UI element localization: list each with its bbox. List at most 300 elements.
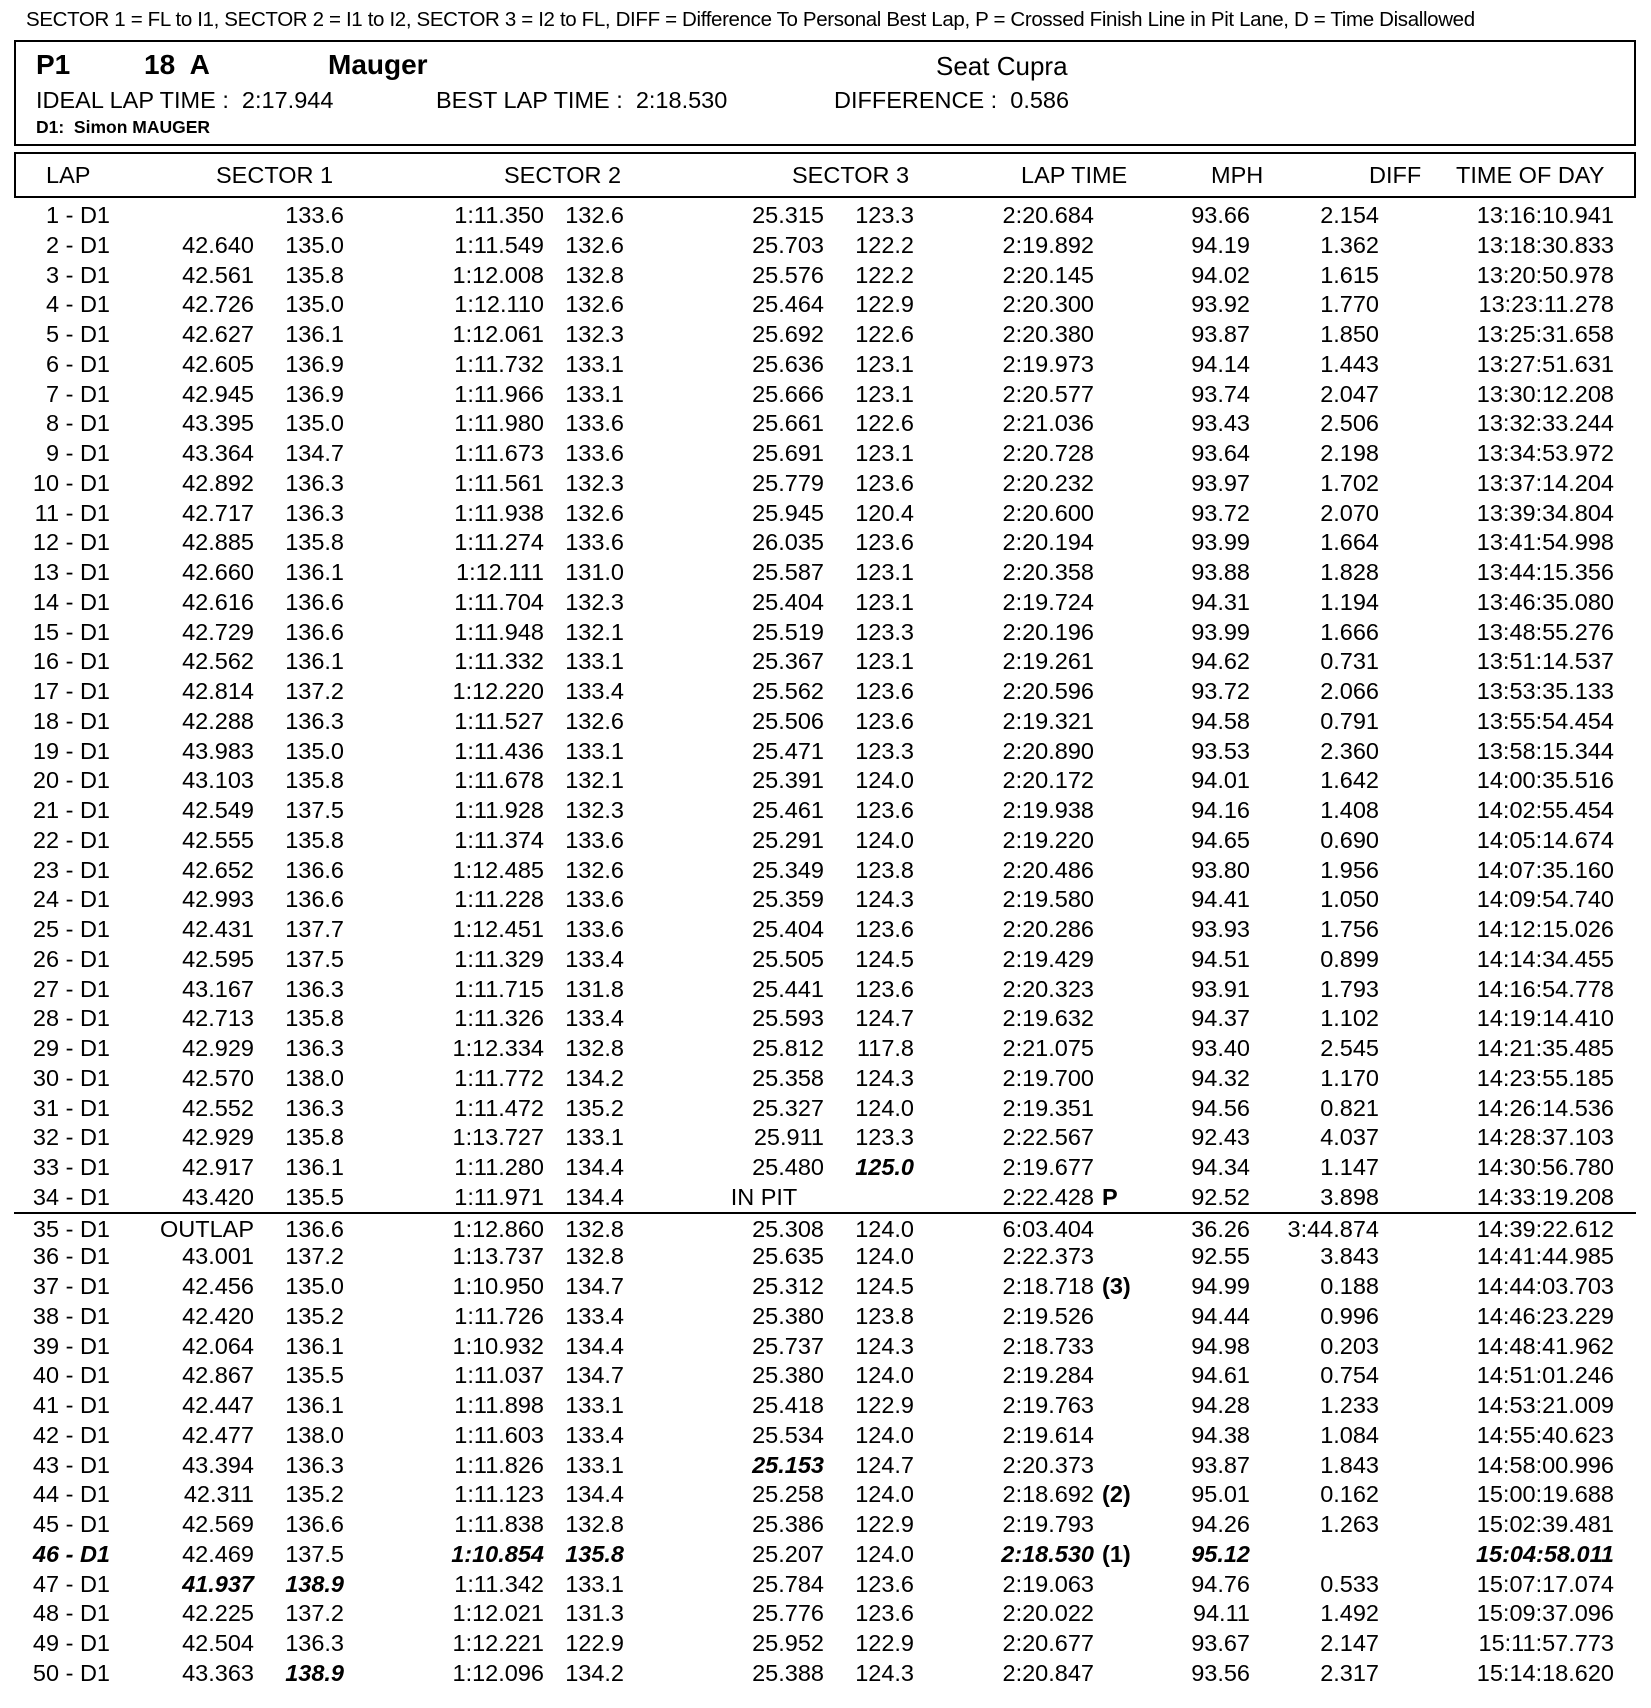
sector1-speed-cell: 135.0 <box>285 737 344 764</box>
sector2-speed-cell: 134.4 <box>565 1183 624 1210</box>
diff-cell: 0.188 <box>1320 1273 1379 1299</box>
mph-cell: 94.11 <box>1192 1600 1250 1627</box>
lap-cell: 14 - D1 <box>32 588 110 615</box>
sector1-speed-cell: 136.9 <box>285 350 344 377</box>
time-of-day-cell: 13:39:34.804 <box>1476 499 1614 526</box>
sector1-time-cell: 42.549 <box>182 797 254 823</box>
lap-time-cell: 6:03.404 <box>1002 1215 1094 1242</box>
sector1-time-cell: 42.726 <box>182 291 254 318</box>
sector2-speed-cell: 135.2 <box>565 1094 624 1121</box>
lap-row <box>14 1628 1636 1658</box>
car-number: 18 A <box>144 49 210 80</box>
lap-note-cell: (1) <box>1102 1540 1131 1567</box>
sector3-speed-cell: 124.3 <box>855 1332 914 1359</box>
lap-row <box>14 884 1636 914</box>
sector1-speed-cell: 135.5 <box>285 1183 344 1210</box>
sector2-speed-cell: 132.3 <box>565 797 624 823</box>
diff-cell: 1.615 <box>1320 261 1379 288</box>
lap-row <box>14 765 1636 795</box>
sector3-speed-cell: 123.1 <box>855 350 914 377</box>
lap-row <box>14 646 1636 676</box>
time-of-day-cell: 14:21:35.485 <box>1476 1035 1614 1061</box>
sector2-speed-cell: 132.6 <box>565 202 624 228</box>
sector1-speed-cell: 135.8 <box>285 826 344 853</box>
lap-cell: 49 - D1 <box>32 1630 110 1656</box>
sector1-speed-cell: 136.3 <box>285 1035 344 1061</box>
sector2-speed-cell: 133.6 <box>565 440 624 466</box>
mph-cell: 94.26 <box>1191 1511 1250 1537</box>
sector3-speed-cell: 123.8 <box>855 1302 914 1329</box>
lap-cell: 38 - D1 <box>32 1302 110 1329</box>
lap-cell: 16 - D1 <box>32 648 110 675</box>
lap-cell: 41 - D1 <box>32 1392 110 1418</box>
mph-cell: 95.12 <box>1191 1540 1250 1567</box>
car-model: Seat Cupra <box>936 51 1068 81</box>
sector3-time-cell: 26.035 <box>752 529 824 556</box>
mph-cell: 94.19 <box>1191 231 1250 258</box>
sector1-time-cell: 43.394 <box>182 1451 254 1478</box>
sector1-speed-cell: 136.3 <box>285 707 344 734</box>
diff-cell: 1.664 <box>1320 529 1379 556</box>
lap-cell: 8 - D1 <box>46 410 110 437</box>
sector2-time-cell: 1:11.561 <box>454 469 544 496</box>
mph-cell: 93.72 <box>1191 499 1250 526</box>
time-of-day-cell: 14:00:35.516 <box>1476 767 1614 794</box>
sector1-speed-cell: 135.8 <box>285 1124 344 1151</box>
lap-time-cell: 2:22.373 <box>1002 1243 1094 1270</box>
mph-cell: 94.65 <box>1191 826 1250 853</box>
sector1-time-cell: 42.504 <box>182 1630 254 1656</box>
sector2-speed-cell: 134.4 <box>565 1332 624 1359</box>
col-diff: DIFF <box>1369 162 1422 188</box>
diff-cell: 1.756 <box>1320 916 1379 942</box>
mph-cell: 94.41 <box>1191 886 1250 913</box>
sector1-speed-cell: 138.0 <box>285 1421 344 1448</box>
lap-row <box>14 1479 1636 1509</box>
driver-line: D1: Simon MAUGER <box>36 117 211 137</box>
mph-cell: 92.52 <box>1191 1183 1250 1210</box>
sector1-time-cell: 42.311 <box>183 1481 254 1508</box>
sector2-speed-cell: 131.8 <box>565 975 624 1002</box>
time-of-day-cell: 14:05:14.674 <box>1476 826 1614 853</box>
sector1-time-cell: 42.552 <box>182 1094 254 1121</box>
lap-row <box>14 1212 1636 1244</box>
sector3-time-cell: 25.327 <box>752 1094 824 1121</box>
sector3-speed-cell: 123.6 <box>855 469 914 496</box>
sector1-time-cell: OUTLAP <box>159 1215 254 1242</box>
sector2-speed-cell: 133.1 <box>565 350 624 377</box>
diff-cell: 2.545 <box>1320 1035 1379 1061</box>
time-of-day-cell: 15:11:57.773 <box>1478 1630 1614 1656</box>
time-of-day-cell: 14:44:03.703 <box>1476 1273 1614 1299</box>
sector1-speed-cell: 137.2 <box>285 1600 344 1627</box>
time-of-day-cell: 13:32:33.244 <box>1476 410 1614 437</box>
sector3-time-cell: 25.308 <box>752 1215 824 1242</box>
time-of-day-cell: 13:46:35.080 <box>1476 588 1614 615</box>
sector1-speed-cell: 135.8 <box>285 529 344 556</box>
lap-row <box>14 349 1636 379</box>
time-of-day-cell: 14:07:35.160 <box>1476 856 1614 883</box>
lap-cell: 3 - D1 <box>46 261 110 288</box>
time-of-day-cell: 14:23:55.185 <box>1476 1064 1614 1091</box>
sector2-time-cell: 1:10.932 <box>452 1332 544 1359</box>
sector1-speed-cell: 138.9 <box>285 1659 344 1686</box>
mph-cell: 93.56 <box>1191 1659 1250 1686</box>
time-of-day-cell: 13:30:12.208 <box>1476 380 1614 407</box>
diff-cell: 0.533 <box>1320 1570 1379 1597</box>
time-of-day-cell: 14:46:23.229 <box>1476 1302 1614 1329</box>
sector1-speed-cell: 136.1 <box>285 321 344 347</box>
lap-cell: 19 - D1 <box>32 737 110 764</box>
lap-cell: 18 - D1 <box>32 707 110 734</box>
lap-row <box>14 706 1636 736</box>
mph-cell: 93.66 <box>1191 202 1250 228</box>
sector2-time-cell: 1:11.374 <box>454 826 544 853</box>
lap-row <box>14 1063 1636 1093</box>
sector2-time-cell: 1:10.950 <box>452 1273 544 1299</box>
mph-cell: 93.87 <box>1191 1451 1250 1478</box>
sector1-speed-cell: 136.6 <box>285 588 344 615</box>
sector1-time-cell: 43.103 <box>182 767 254 794</box>
diff-cell: 2.198 <box>1320 440 1379 466</box>
sector1-speed-cell: 136.3 <box>285 975 344 1002</box>
mph-cell: 93.97 <box>1191 469 1250 496</box>
lap-row <box>14 1003 1636 1033</box>
lap-time-cell: 2:19.321 <box>1002 707 1094 734</box>
lap-row <box>14 1360 1636 1390</box>
diff-cell: 4.037 <box>1320 1124 1379 1151</box>
sector1-time-cell: 42.917 <box>182 1154 254 1180</box>
diff-cell: 1.956 <box>1320 856 1379 883</box>
lap-row <box>14 260 1636 290</box>
time-of-day-cell: 14:55:40.623 <box>1476 1421 1614 1448</box>
mph-cell: 92.55 <box>1191 1243 1250 1270</box>
diff-cell: 1.770 <box>1320 291 1379 318</box>
sector1-speed-cell: 136.3 <box>285 1451 344 1478</box>
mph-cell: 94.02 <box>1191 261 1250 288</box>
sector1-time-cell: 43.364 <box>182 440 254 466</box>
sector2-speed-cell: 134.4 <box>565 1481 624 1508</box>
lap-note-cell: (3) <box>1102 1273 1131 1299</box>
col-sector-3: SECTOR 3 <box>792 162 910 188</box>
diff-cell: 0.821 <box>1320 1094 1379 1121</box>
sector3-time-cell: 25.471 <box>752 737 824 764</box>
sector1-time-cell: 42.814 <box>182 678 254 704</box>
lap-row <box>14 557 1636 587</box>
sector1-time-cell: 42.431 <box>182 916 254 942</box>
lap-row <box>14 676 1636 706</box>
time-of-day-cell: 14:09:54.740 <box>1476 886 1614 913</box>
sector3-time-cell: 25.636 <box>752 350 824 377</box>
sector2-speed-cell: 133.4 <box>565 1302 624 1329</box>
lap-cell: 25 - D1 <box>32 916 110 942</box>
sector3-speed-cell: 123.6 <box>855 1570 914 1597</box>
sector2-time-cell: 1:11.971 <box>454 1183 544 1210</box>
sector2-time-cell: 1:11.966 <box>454 380 544 407</box>
sector3-time-cell: 25.464 <box>752 291 824 318</box>
sector3-speed-cell: 124.3 <box>855 1064 914 1091</box>
lap-time-cell: 2:20.300 <box>1002 291 1094 318</box>
sector2-time-cell: 1:11.726 <box>454 1302 544 1329</box>
sector2-time-cell: 1:12.110 <box>454 291 544 318</box>
sector1-time-cell: 42.945 <box>182 380 254 407</box>
sector1-speed-cell: 135.2 <box>285 1481 344 1508</box>
sector3-time-cell: 25.812 <box>752 1035 824 1061</box>
sector2-time-cell: 1:10.854 <box>451 1540 544 1567</box>
sector1-speed-cell: 136.3 <box>285 499 344 526</box>
lap-cell: 48 - D1 <box>32 1600 110 1627</box>
time-of-day-cell: 13:55:54.454 <box>1476 707 1614 734</box>
diff-cell: 2.147 <box>1320 1630 1379 1656</box>
sector2-time-cell: 1:11.704 <box>454 588 544 615</box>
lap-cell: 22 - D1 <box>32 826 110 853</box>
lap-time-cell: 2:20.323 <box>1002 975 1094 1002</box>
lap-cell: 17 - D1 <box>32 678 110 704</box>
lap-row <box>14 1122 1636 1152</box>
time-of-day-cell: 15:09:37.096 <box>1476 1600 1614 1627</box>
sector3-speed-cell: 124.0 <box>855 1243 914 1270</box>
sector1-speed-cell: 136.6 <box>285 618 344 645</box>
sector1-time-cell: 43.983 <box>182 737 254 764</box>
sector2-speed-cell: 132.6 <box>565 291 624 318</box>
mph-cell: 94.32 <box>1191 1064 1250 1091</box>
sector3-speed-cell: 123.3 <box>855 1124 914 1151</box>
sector1-speed-cell: 136.6 <box>285 856 344 883</box>
diff-cell: 2.154 <box>1320 202 1379 228</box>
sector1-speed-cell: 137.5 <box>285 1540 344 1567</box>
time-of-day-cell: 14:58:00.996 <box>1476 1451 1614 1478</box>
sector1-speed-cell: 136.3 <box>285 469 344 496</box>
lap-time-cell: 2:20.847 <box>1002 1659 1094 1686</box>
sector3-speed-cell: 122.6 <box>855 410 914 437</box>
lap-cell: 34 - D1 <box>32 1183 110 1210</box>
mph-cell: 94.31 <box>1191 588 1250 615</box>
mph-cell: 93.99 <box>1191 618 1250 645</box>
sector3-time-cell: 25.911 <box>753 1124 824 1151</box>
time-of-day-cell: 14:14:34.455 <box>1476 945 1614 972</box>
time-of-day-cell: 14:41:44.985 <box>1476 1243 1614 1270</box>
lap-cell: 36 - D1 <box>32 1243 110 1270</box>
lap-row <box>14 1331 1636 1361</box>
sector3-time-cell: 25.779 <box>752 469 824 496</box>
sector1-speed-cell: 133.6 <box>285 202 344 228</box>
mph-cell: 94.58 <box>1191 707 1250 734</box>
time-of-day-cell: 13:34:53.972 <box>1476 440 1614 466</box>
sector2-time-cell: 1:11.549 <box>454 231 544 258</box>
sector2-speed-cell: 132.6 <box>565 499 624 526</box>
lap-cell: 42 - D1 <box>32 1421 110 1448</box>
sector2-speed-cell: 132.3 <box>565 588 624 615</box>
sector2-time-cell: 1:11.928 <box>454 797 544 823</box>
sector2-speed-cell: 131.3 <box>565 1600 624 1627</box>
sector1-time-cell: 43.001 <box>182 1243 254 1270</box>
sector3-time-cell: 25.388 <box>752 1659 824 1686</box>
lap-time-cell: 2:19.700 <box>1002 1064 1094 1091</box>
diff-cell: 2.070 <box>1320 499 1379 526</box>
sector2-time-cell: 1:11.280 <box>454 1154 544 1180</box>
sector2-speed-cell: 132.6 <box>565 856 624 883</box>
mph-cell: 92.43 <box>1191 1124 1250 1151</box>
lap-time-cell: 2:20.358 <box>1002 559 1094 585</box>
lap-cell: 24 - D1 <box>32 886 110 913</box>
sector1-time-cell: 42.562 <box>182 648 254 675</box>
diff-cell: 2.317 <box>1320 1659 1379 1686</box>
lap-time-cell: 2:21.075 <box>1002 1035 1094 1061</box>
lap-row <box>14 914 1636 944</box>
diff-cell: 1.666 <box>1320 618 1379 645</box>
sector2-speed-cell: 132.3 <box>565 469 624 496</box>
sector2-time-cell: 1:11.350 <box>454 202 544 228</box>
mph-cell: 93.40 <box>1191 1035 1250 1061</box>
mph-cell: 94.01 <box>1191 767 1250 794</box>
sector3-speed-cell: 124.5 <box>855 1273 914 1299</box>
lap-cell: 1 - D1 <box>46 202 110 228</box>
sector3-time-cell: 25.391 <box>752 767 824 794</box>
sector2-speed-cell: 132.3 <box>565 321 624 347</box>
sector3-speed-cell: 122.2 <box>855 261 914 288</box>
sector2-speed-cell: 133.1 <box>565 1570 624 1597</box>
sector1-time-cell: 43.363 <box>182 1659 254 1686</box>
diff-cell: 2.066 <box>1320 678 1379 704</box>
lap-cell: 35 - D1 <box>32 1215 110 1242</box>
lap-row <box>14 200 1636 230</box>
lap-row <box>14 1420 1636 1450</box>
diff-cell: 1.850 <box>1320 321 1379 347</box>
sector1-time-cell: 42.729 <box>182 618 254 645</box>
sector2-speed-cell: 134.7 <box>565 1273 624 1299</box>
lap-time-cell: 2:19.973 <box>1002 350 1094 377</box>
lap-cell: 9 - D1 <box>46 440 110 466</box>
sector1-time-cell: 42.993 <box>182 886 254 913</box>
sector3-time-cell: 25.404 <box>752 588 824 615</box>
diff-cell: 1.492 <box>1320 1600 1379 1627</box>
mph-cell: 93.92 <box>1191 291 1250 318</box>
lap-time-cell: 2:19.526 <box>1002 1302 1094 1329</box>
diff-cell: 3:44.874 <box>1287 1215 1379 1242</box>
sector3-time-cell: 25.737 <box>752 1332 824 1359</box>
sector1-time-cell: 42.660 <box>182 559 254 585</box>
sector1-time-cell: 42.555 <box>182 826 254 853</box>
diff-cell: 0.162 <box>1320 1481 1379 1508</box>
sector3-speed-cell: 123.6 <box>855 707 914 734</box>
time-of-day-cell: 14:39:22.612 <box>1476 1215 1614 1242</box>
lap-time-cell: 2:19.677 <box>1002 1154 1094 1180</box>
lap-row <box>14 1539 1636 1569</box>
sector2-speed-cell: 133.6 <box>565 916 624 942</box>
lap-cell: 30 - D1 <box>32 1064 110 1091</box>
time-of-day-cell: 14:16:54.778 <box>1476 975 1614 1002</box>
sector1-time-cell: 43.395 <box>182 410 254 437</box>
lap-time-cell: 2:20.600 <box>1002 499 1094 526</box>
lap-time-cell: 2:20.596 <box>1002 678 1094 704</box>
time-of-day-cell: 13:48:55.276 <box>1476 618 1614 645</box>
sector2-time-cell: 1:12.220 <box>452 678 544 704</box>
sector2-time-cell: 1:12.334 <box>452 1035 544 1061</box>
sector1-time-cell: 42.867 <box>182 1362 254 1389</box>
diff-cell: 1.263 <box>1320 1511 1379 1537</box>
sector1-speed-cell: 136.6 <box>285 886 344 913</box>
sector2-time-cell: 1:11.980 <box>454 410 544 437</box>
diff-cell: 1.443 <box>1320 350 1379 377</box>
sector2-time-cell: 1:11.037 <box>454 1362 544 1389</box>
sector2-speed-cell: 133.1 <box>565 737 624 764</box>
time-of-day-cell: 13:58:15.344 <box>1476 737 1614 764</box>
time-of-day-cell: 15:07:17.074 <box>1476 1570 1614 1597</box>
lap-time-cell: 2:20.286 <box>1002 916 1094 942</box>
mph-cell: 94.14 <box>1191 350 1250 377</box>
sector1-speed-cell: 135.5 <box>285 1362 344 1389</box>
col-sector-1: SECTOR 1 <box>216 162 334 188</box>
lap-time-cell: 2:19.892 <box>1002 231 1094 258</box>
sector2-time-cell: 1:12.111 <box>456 559 544 585</box>
lap-row <box>14 408 1636 438</box>
sector3-time-cell: 25.691 <box>752 440 824 466</box>
sector1-speed-cell: 134.7 <box>285 440 344 466</box>
lap-cell: 6 - D1 <box>46 350 110 377</box>
lap-cell: 21 - D1 <box>32 797 110 823</box>
sector2-time-cell: 1:12.008 <box>452 261 544 288</box>
sector3-time-cell: 25.784 <box>752 1570 824 1597</box>
lap-time-cell: 2:19.220 <box>1002 826 1094 853</box>
lap-cell: 44 - D1 <box>32 1481 110 1508</box>
sector2-speed-cell: 133.1 <box>565 380 624 407</box>
sector1-time-cell: 42.064 <box>182 1332 254 1359</box>
time-of-day-cell: 13:18:30.833 <box>1476 231 1614 258</box>
sector2-time-cell: 1:11.228 <box>454 886 544 913</box>
sector1-speed-cell: 137.2 <box>285 1243 344 1270</box>
diff-cell: 1.408 <box>1320 797 1379 823</box>
lap-row <box>14 1450 1636 1480</box>
time-of-day-cell: 13:44:15.356 <box>1476 559 1614 585</box>
mph-cell: 36.26 <box>1191 1215 1250 1242</box>
lap-time-cell: 2:22.428 <box>1002 1183 1094 1210</box>
sector3-speed-cell: 123.1 <box>855 380 914 407</box>
lap-time-cell: 2:19.614 <box>1002 1421 1094 1448</box>
sector3-time-cell: 25.661 <box>752 410 824 437</box>
sector2-time-cell: 1:11.673 <box>454 440 544 466</box>
lap-time-cell: 2:19.724 <box>1002 588 1094 615</box>
sector3-time-cell: 25.367 <box>752 648 824 675</box>
mph-cell: 93.87 <box>1191 321 1250 347</box>
sector3-speed-cell: 122.9 <box>855 1630 914 1656</box>
time-of-day-cell: 14:12:15.026 <box>1476 916 1614 942</box>
lap-time-cell: 2:18.718 <box>1002 1273 1094 1299</box>
sector3-speed-cell: 123.1 <box>855 648 914 675</box>
sector2-speed-cell: 133.4 <box>565 945 624 972</box>
sector3-speed-cell: 124.0 <box>855 1215 914 1242</box>
sector3-time-cell: 25.945 <box>752 499 824 526</box>
sector2-time-cell: 1:11.603 <box>454 1421 544 1448</box>
lap-time-cell: 2:19.063 <box>1002 1570 1094 1597</box>
sector3-time-cell: 25.207 <box>752 1540 824 1567</box>
sector2-speed-cell: 133.4 <box>565 678 624 704</box>
sector2-speed-cell: 134.4 <box>565 1154 624 1180</box>
lap-cell: 47 - D1 <box>32 1570 110 1597</box>
lap-time-cell: 2:20.373 <box>1002 1451 1094 1478</box>
time-of-day-cell: 13:53:35.133 <box>1476 678 1614 704</box>
sector3-time-cell: 25.349 <box>752 856 824 883</box>
sector1-speed-cell: 135.8 <box>285 261 344 288</box>
sector3-speed-cell: 124.5 <box>855 945 914 972</box>
time-of-day-cell: 13:20:50.978 <box>1476 261 1614 288</box>
lap-time-cell: 2:18.692 <box>1002 1481 1094 1508</box>
sector1-speed-cell: 137.5 <box>285 945 344 972</box>
position: P1 <box>36 49 71 80</box>
time-of-day-cell: 13:23:11.278 <box>1478 291 1614 318</box>
sector2-time-cell: 1:11.436 <box>454 737 544 764</box>
diff-cell: 0.996 <box>1320 1302 1379 1329</box>
sector3-speed-cell: 123.8 <box>855 856 914 883</box>
